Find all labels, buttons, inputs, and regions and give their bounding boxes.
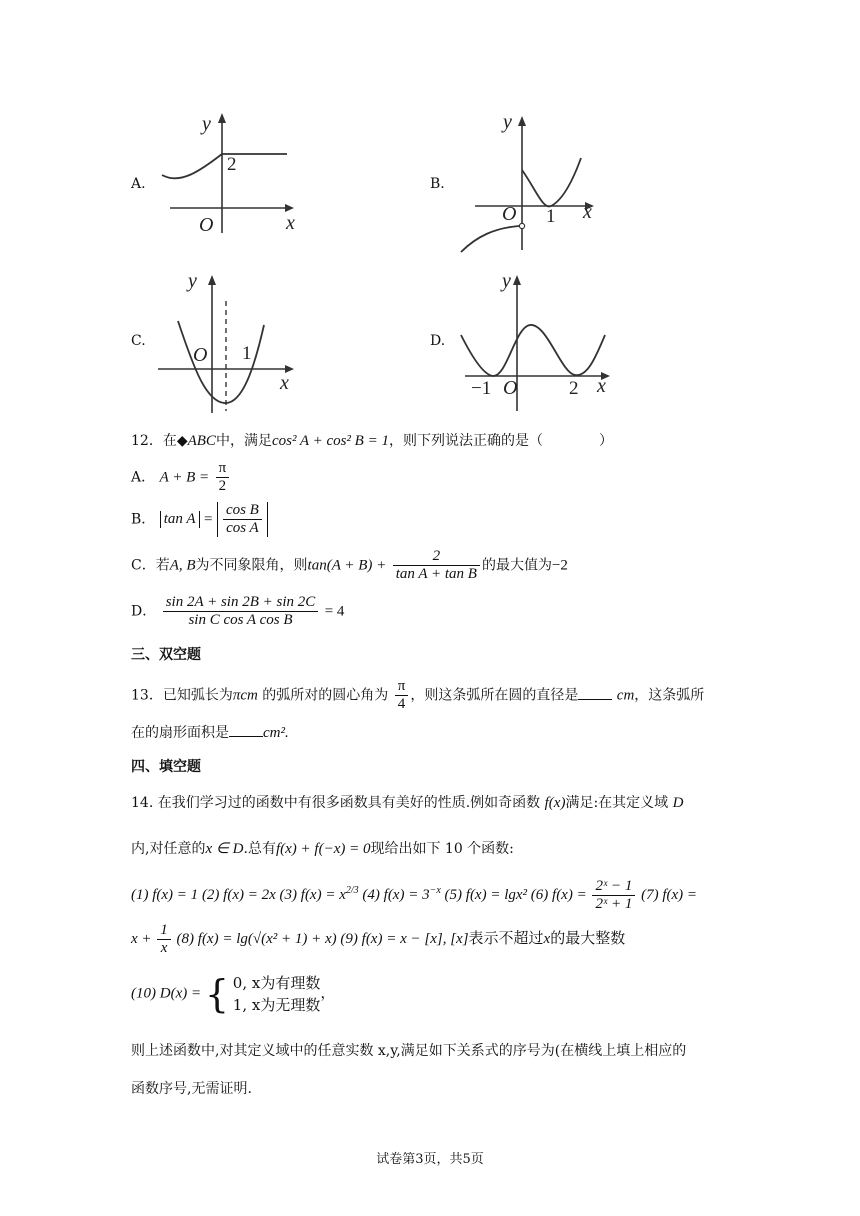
q12-stem-mid: 中，满足 (215, 433, 272, 449)
graph-b (455, 110, 605, 264)
q12-b-abs-tan: tan A (160, 511, 200, 528)
q14-f6-pre: (6) f(x) = (530, 886, 587, 903)
q14-f7-pre: (7) f(x) = (641, 886, 698, 903)
q12-c-vars: A, B (169, 557, 196, 574)
q14-f5: (5) f(x) = lgx² (444, 886, 528, 903)
q13-blank-2[interactable] (229, 722, 263, 737)
q14-f10-case1: 0, x为有理数 (232, 974, 321, 992)
q14-functions-row2 (131, 922, 625, 957)
q14-f7-den: x (160, 940, 168, 956)
q14-f3-exp: 2/3 (345, 884, 359, 896)
q12-option-a (131, 460, 231, 495)
q12-c-mid: 为不同象限角，则 (195, 557, 308, 574)
q14-f6-den: 2ˣ + 1 (595, 896, 633, 912)
graph-c-origin: O (193, 344, 208, 366)
q12-c-pre: 若 (155, 557, 170, 574)
graph-c (150, 265, 310, 419)
q14-f7-num: 1 (157, 922, 171, 940)
q14-f3: (3) $f(x) = x^{2/3}$ (279, 884, 359, 903)
graph-b-origin: O (502, 203, 517, 225)
q13-arc: πcm (232, 687, 258, 704)
q14-f10-pre: (10) D(x) = (131, 985, 202, 1002)
q14-line1-text: 14. 在我们学习过的函数中有很多函数具有美好的性质.例如奇函数 (131, 795, 541, 811)
q12-c-value: −2 (551, 557, 568, 574)
graph-d-x-label: x (597, 375, 606, 397)
q12-b-label: B． (131, 511, 156, 528)
page-footer: 试卷第3页，共5页 (376, 1152, 484, 1167)
q14-f10-end: ， (320, 985, 336, 1002)
q12-d-label: D． (131, 603, 157, 620)
q14-f10-cases (233, 972, 321, 1016)
q14-line2-pre: 内,对任意的 (131, 841, 206, 857)
q14-f9: (9) f(x) = x − [x], [x] (340, 930, 469, 947)
q12-d-num: sin 2A + sin 2B + sin 2C (163, 594, 319, 612)
q14-f10-brace: { (204, 972, 230, 1016)
graph-d (455, 265, 625, 419)
q14-f7-fraction (157, 922, 171, 957)
graph-c-x-label: x (280, 372, 289, 394)
q14-line2-mid: .总有 (243, 841, 276, 857)
q12-stem-pre: 在◆ (162, 433, 188, 449)
section-3-heading: 三、双空题 (131, 647, 201, 663)
q13-line1 (131, 678, 704, 713)
q12-d-fraction (163, 594, 319, 629)
q12-a-label: A． (131, 469, 156, 486)
q14-tail-line1: 则上述函数中,对其定义域中的任意实数 x,y,满足如下关系式的序号为(在横线上填上相应的 (131, 1043, 687, 1059)
q12-a-den: 2 (218, 478, 227, 494)
q12-c-label: C． (131, 557, 156, 574)
q12-b-den: cos A (226, 520, 259, 536)
q12-c-post: 的最大值为 (481, 557, 552, 574)
q14-line2-post: 现给出如下 10 个函数: (370, 841, 514, 857)
option-d-label: D. (430, 333, 446, 349)
q12-c-fraction (393, 548, 480, 583)
q14-line1-f: f(x) (544, 795, 566, 811)
q13-angle-fraction (395, 678, 409, 713)
graph-b-x-label: x (583, 201, 592, 223)
q14-f6-num: 2ˣ − 1 (592, 878, 635, 896)
q14-f4: (4) $f(x) = 3^{-x}$ (362, 884, 441, 903)
q14-functions-row1 (131, 878, 697, 913)
graph-a-y-label: y (202, 113, 211, 135)
graph-d-origin: O (503, 377, 518, 399)
q13-angle-num: π (395, 678, 409, 696)
q13-post: ，则这条弧所在圆的直径是 (410, 687, 579, 704)
q14-f8: (8) f(x) = lg(√(x² + 1) + x) (176, 930, 337, 947)
option-b-label: B. (430, 176, 445, 192)
graph-d-y-label: y (502, 270, 511, 292)
q12-stem (131, 430, 613, 450)
q13-unit1: cm (616, 687, 635, 704)
q14-f7-x: x + (131, 930, 152, 947)
q14-line2 (131, 838, 514, 858)
q12-c-num: 2 (393, 548, 480, 566)
q12-stem-post: ，则下列说法正确的是（ ） (388, 433, 613, 449)
graph-d-mark-2: 2 (569, 378, 579, 399)
q14-f9-post: 表示不超过 (468, 928, 544, 947)
q12-b-abs-frac (217, 502, 268, 537)
q13-pre: 13．已知弧长为 (131, 687, 233, 704)
q13-unit2: cm². (263, 725, 289, 741)
q12-option-c (131, 548, 568, 583)
q13-mid: 的弧所对的圆心角为 (257, 687, 389, 704)
graph-a (150, 105, 300, 239)
q12-triangle: ABC (187, 433, 216, 449)
q14-f1: (1) f(x) = 1 (131, 886, 199, 903)
q12-a-fraction (216, 460, 230, 495)
section-4-heading: 四、填空题 (131, 759, 201, 775)
q12-d-rhs: = 4 (324, 603, 345, 620)
q14-line2-cond: x ∈ D (205, 841, 244, 857)
q14-line1 (131, 792, 683, 812)
q13-line2-pre: 在的扇形面积是 (131, 725, 229, 741)
graph-a-mark-2: 2 (227, 154, 237, 175)
graph-c-mark-1: 1 (242, 343, 252, 364)
graph-a-origin: O (199, 214, 214, 236)
q13-line2 (131, 722, 289, 742)
q14-f2: (2) f(x) = 2x (201, 886, 276, 903)
q13-end: ，这条弧所 (634, 687, 705, 704)
q14-tail-line2: 函数序号,无需证明. (131, 1081, 252, 1097)
option-a-label: A. (131, 176, 146, 192)
q12-equation: cos² A + cos² B = 1 (271, 433, 389, 449)
q12-a-lhs: A + B = (159, 469, 210, 486)
graph-b-mark-1: 1 (546, 206, 556, 227)
graph-b-y-label: y (503, 111, 512, 133)
q12-option-b: B． tan A = $\frac{\text{cos B}}{\text{cos A}}$ (131, 502, 268, 537)
graph-c-y-label: y (188, 270, 197, 292)
q12-c-expr: tan(A + B) + (307, 557, 387, 574)
q14-f4-exp: −x (429, 884, 441, 896)
q14-f9-x: x (543, 930, 551, 947)
option-c-label: C. (131, 333, 146, 349)
q12-c-den: tan A + tan B (395, 566, 477, 582)
q12-d-den: sin C cos A cos B (188, 612, 293, 628)
q14-line1-end: 满足:在其定义域 (565, 795, 669, 811)
q14-line2-eq: f(x) + f(−x) = 0 (275, 841, 371, 857)
q13-angle-den: 4 (397, 696, 406, 712)
q13-blank-1[interactable] (578, 685, 612, 700)
q14-f10-case2: 1, x为无理数 (232, 996, 321, 1014)
q14-function-10 (131, 972, 335, 1016)
graph-d-mark-neg1: −1 (471, 378, 492, 399)
q14-f9-end: 的最大整数 (550, 928, 626, 947)
q12-option-d (131, 594, 344, 629)
q12-b-num: cos B (223, 502, 262, 520)
q14-f6-fraction (592, 878, 635, 913)
q12-a-num: π (216, 460, 230, 478)
graph-a-x-label: x (286, 212, 295, 234)
q14-line1-D: D (672, 795, 684, 811)
q12-number: 12． (131, 433, 163, 449)
